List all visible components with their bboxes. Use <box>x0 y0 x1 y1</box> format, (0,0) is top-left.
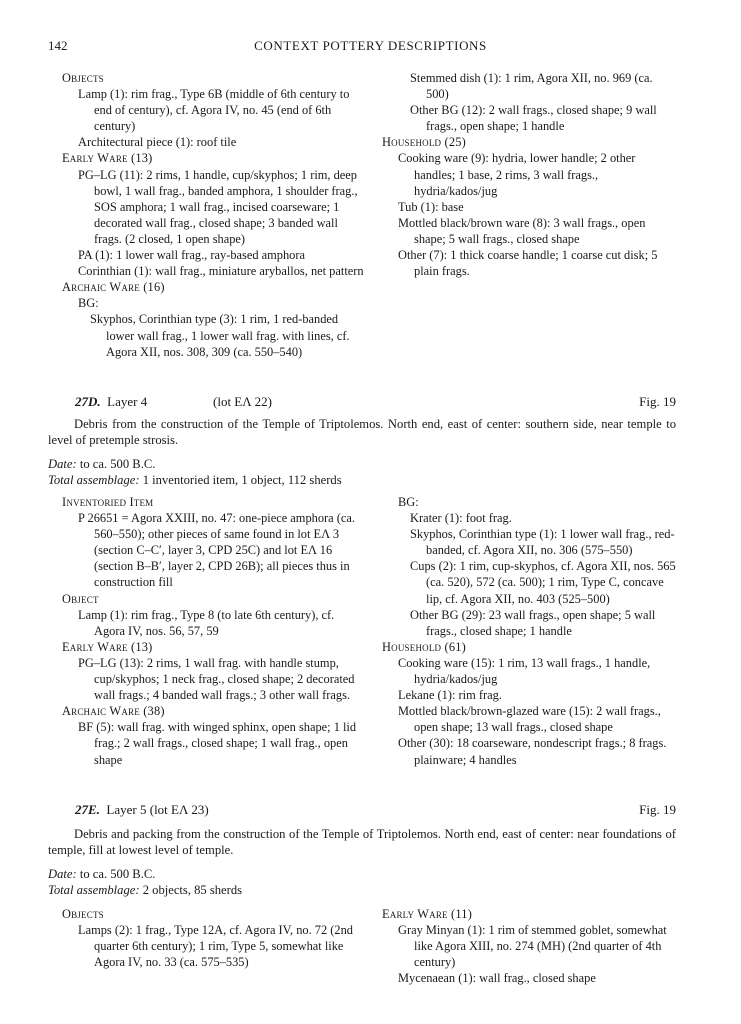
section-lot: (lot EΛ 22) <box>213 394 272 409</box>
entry-line: Tub (1): base <box>398 199 464 214</box>
date-value: to ca. 500 B.C. <box>79 457 156 471</box>
section-27e-right-column <box>382 906 676 986</box>
top-right-column <box>382 70 676 279</box>
page-number: 142 <box>48 38 68 53</box>
entry-line: P 26651 = Agora XXIII, no. 47: one-piece amphora (ca. 560–550); other pieces of same found in lot EΛ 3 (section C–C′, layer 3, CPD 25C) and lot EΛ 16 (section B–B′, layer 2, CPD 26B); all pieces thus in construction fill <box>78 511 355 590</box>
category-heading: Objects <box>62 71 104 85</box>
entry-line: Cooking ware (9): hydria, lower handle; 2 other handles; 1 base, 2 rims, 3 wall frags., hydria/kados/jug <box>398 151 636 198</box>
entry-line: Other (7): 1 thick coarse handle; 1 coarse cut disk; 5 plain frags. <box>398 248 658 279</box>
date-label: Date: <box>48 457 77 471</box>
category-heading: Early Ware (11) <box>382 907 473 921</box>
section-27d-right-column <box>382 494 676 768</box>
section-27d-left-column <box>62 494 366 768</box>
section-layer: Layer 5 <box>106 802 147 817</box>
section-layer: Layer 4 <box>107 394 148 409</box>
section-27e-date <box>48 866 676 882</box>
category-heading: Inventoried Item <box>62 495 154 509</box>
section-label: 27D. <box>75 394 101 409</box>
entry-line: Lekane (1): rim frag. <box>398 688 502 703</box>
entry-line: BG: <box>78 296 99 311</box>
date-value: to ca. 500 B.C. <box>79 867 156 881</box>
entry-line: Mottled black/brown ware (8): 3 wall frags., open shape; 5 wall frags., closed shape <box>398 215 646 246</box>
entry-line: Lamp (1): rim frag., Type 6B (middle of 6th century to end of century), cf. Agora IV, no. 45 (end of 6th century) <box>78 87 350 134</box>
entry-line: Krater (1): foot frag. <box>410 511 512 526</box>
total-value: 1 inventoried item, 1 object, 112 sherds <box>142 473 342 487</box>
entry-line: Skyphos, Corinthian type (1): 1 lower wall frag., red-banded, cf. Agora XII, no. 306 (575–550) <box>410 527 675 558</box>
category-heading: Early Ware (13) <box>62 639 153 654</box>
entry-line: Architectural piece (1): roof tile <box>78 135 237 150</box>
category-heading: Object <box>62 591 99 606</box>
running-title: CONTEXT POTTERY DESCRIPTIONS <box>254 38 487 53</box>
entry-line: Mottled black/brown-glazed ware (15): 2 wall frags., open shape; 13 wall frags., closed shape <box>398 704 661 735</box>
section-27e-description: Debris and packing from the construction of the Temple of Triptolemos. North end, east of center: near foundations of temple, fill at lowest level of temple. <box>48 827 676 857</box>
entry-line: Stemmed dish (1): 1 rim, Agora XII, no. 969 (ca. 500) <box>410 71 653 102</box>
category-heading: Household (61) <box>382 639 466 654</box>
total-label: Total assemblage: <box>48 473 140 487</box>
entry-line: Gray Minyan (1): 1 rim of stemmed goblet, somewhat like Agora XIII, no. 274 (MH) (2nd quarter of 4th century) <box>398 923 667 970</box>
entry-line: Lamp (1): rim frag., Type 8 (to late 6th century), cf. Agora IV, nos. 56, 57, 59 <box>78 607 335 638</box>
section-27d-date <box>48 456 676 472</box>
total-value: 2 objects, 85 sherds <box>142 883 243 897</box>
section-label: 27E. <box>75 802 100 817</box>
section-27d-total <box>48 472 676 488</box>
entry-line: PG–LG (11): 2 rims, 1 handle, cup/skyphos; 1 rim, deep bowl, 1 wall frag., banded amphora, 1 shoulder frag., SOS amphora; 1 wall frag., incised coarseware; 1 decorated wall frag., closed shape; 3 banded wall frags. (2 closed, 1 open shape) <box>78 167 358 246</box>
entry-line: Skyphos, Corinthian type (3): 1 rim, 1 red-banded lower wall frag., 1 lower wall frag. with lines, cf. Agora XII, nos. 308, 309 (ca. 550–540) <box>90 312 350 359</box>
figure-reference: Fig. 19 <box>639 802 676 817</box>
entry-line: Mycenaean (1): wall frag., closed shape <box>398 971 596 986</box>
section-lot: (lot EΛ 23) <box>149 802 209 817</box>
section-27e-total <box>48 882 676 898</box>
section-27d-description: Debris from the construction of the Temple of Triptolemos. North end, east of center: southern side, near temple to level of pretemple strosis. <box>48 417 676 447</box>
category-heading: Objects <box>62 907 104 921</box>
entry-line: PG–LG (13): 2 rims, 1 wall frag. with handle stump, cup/skyphos; 1 neck frag., closed shape; 2 decorated wall frags.; 4 banded wall frags.; 3 other wall frags. <box>78 655 355 703</box>
entry-line: Other BG (29): 23 wall frags., open shape; 5 wall frags., closed shape; 1 handle <box>410 607 656 638</box>
category-heading: Archaic Ware (16) <box>62 280 165 295</box>
entry-line: Other (30): 18 coarseware, nondescript frags.; 8 frags. plainware; 4 handles <box>398 736 667 767</box>
section-27e-left-column <box>62 906 366 970</box>
top-left-column <box>62 70 366 360</box>
entry-line: BF (5): wall frag. with winged sphinx, open shape; 1 lid frag.; 2 wall frags., closed shape; 1 wall frag., open shape <box>78 720 357 767</box>
date-label: Date: <box>48 867 77 881</box>
category-heading: Archaic Ware (38) <box>62 704 165 719</box>
entry-line: Other BG (12): 2 wall frags., closed shape; 9 wall frags., open shape; 1 handle <box>410 103 657 134</box>
running-header <box>48 38 693 54</box>
category-heading: Household (25) <box>382 135 466 150</box>
category-heading: Early Ware (13) <box>62 151 153 166</box>
total-label: Total assemblage: <box>48 883 140 897</box>
figure-reference: Fig. 19 <box>639 394 676 409</box>
entry-line: Cooking ware (15): 1 rim, 13 wall frags., 1 handle, hydria/kados/jug <box>398 655 651 687</box>
entry-line: BG: <box>398 495 419 509</box>
entry-line: Lamps (2): 1 frag., Type 12A, cf. Agora IV, no. 72 (2nd quarter 6th century); 1 rim, Type 5, somewhat like Agora IV, no. 33 (ca. 575–535) <box>78 923 353 970</box>
entry-line: PA (1): 1 lower wall frag., ray-based amphora <box>78 248 305 263</box>
entry-line: Corinthian (1): wall frag., miniature aryballos, net pattern <box>78 264 364 279</box>
entry-line: Cups (2): 1 rim, cup-skyphos, cf. Agora XII, nos. 565 (ca. 520), 572 (ca. 500); 1 rim, Type C, concave lip, cf. Agora XII, no. 403 (525–500) <box>410 559 676 606</box>
